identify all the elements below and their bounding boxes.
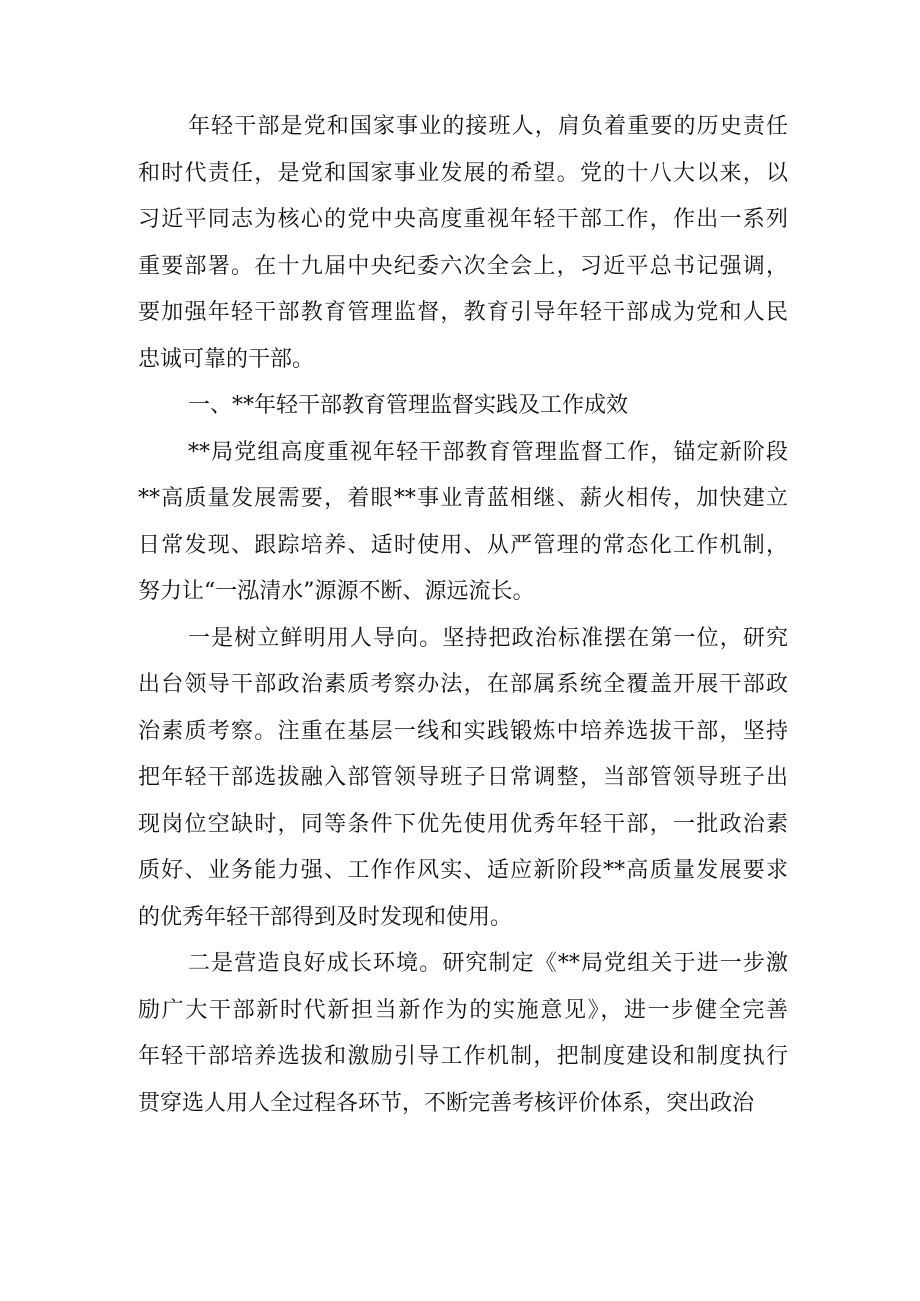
text-line: **高质量发展需要，着眼**事业青蓝相继、薪火相传，加快建立 [138, 486, 788, 511]
text-line: **局党组高度重视年轻干部教育管理监督工作，锚定新阶段 [188, 439, 788, 465]
section-heading [138, 383, 788, 430]
text-line: 日常发现、跟踪培养、适时使用、从严管理的常态化工作机制， [138, 532, 788, 558]
document-body [138, 104, 788, 1127]
text-line: 和时代责任，是党和国家事业发展的希望。党的十八大以来，以 [138, 160, 788, 186]
text-line: 现岗位空缺时，同等条件下优先使用优秀年轻干部，一批政治素 [138, 811, 788, 837]
text-line: 治素质考察。注重在基层一线和实践锻炼中培养选拔干部，坚持 [138, 718, 788, 744]
text-line: 贯穿选人用人全过程各环节，不断完善考核评价体系，突出政治 [138, 1090, 755, 1116]
paragraph [138, 616, 788, 942]
text-line: 二是营造良好成长环境。研究制定《**局党组关于进一步激 [188, 951, 788, 976]
paragraph [138, 941, 788, 1127]
text-line: 励广大干部新时代新担当新作为的实施意见》，进一步健全完善 [138, 997, 788, 1023]
text-line: 重要部署。在十九届中央纪委六次全会上，习近平总书记强调， [138, 253, 788, 279]
text-line: 出台领导干部政治素质考察办法，在部属系统全覆盖开展干部政 [138, 672, 788, 697]
text-line: 习近平同志为核心的党中央高度重视年轻干部工作，作出一系列 [138, 207, 788, 232]
text-line: 把年轻干部选拔融入部管领导班子日常调整，当部管领导班子出 [138, 765, 788, 790]
paragraph [138, 104, 788, 383]
text-line: 年轻干部是党和国家事业的接班人，肩负着重要的历史责任 [188, 114, 788, 139]
text-line: 的优秀年轻干部得到及时发现和使用。 [138, 904, 513, 930]
text-line: 要加强年轻干部教育管理监督，教育引导年轻干部成为党和人民 [138, 300, 788, 325]
text-line: 努力让“一泓清水”源源不断、源远流长。 [138, 579, 535, 604]
paragraph [138, 430, 788, 616]
text-line: 质好、业务能力强、工作作风实、适应新阶段**高质量发展要求 [138, 858, 788, 883]
text-line: 年轻干部培养选拔和激励引导工作机制，把制度建设和制度执行 [138, 1044, 788, 1069]
text-line: 一、**年轻干部教育管理监督实践及工作成效 [188, 393, 629, 418]
text-line: 一是树立鲜明用人导向。坚持把政治标准摆在第一位，研究 [188, 625, 788, 651]
text-line: 忠诚可靠的干部。 [138, 346, 315, 372]
